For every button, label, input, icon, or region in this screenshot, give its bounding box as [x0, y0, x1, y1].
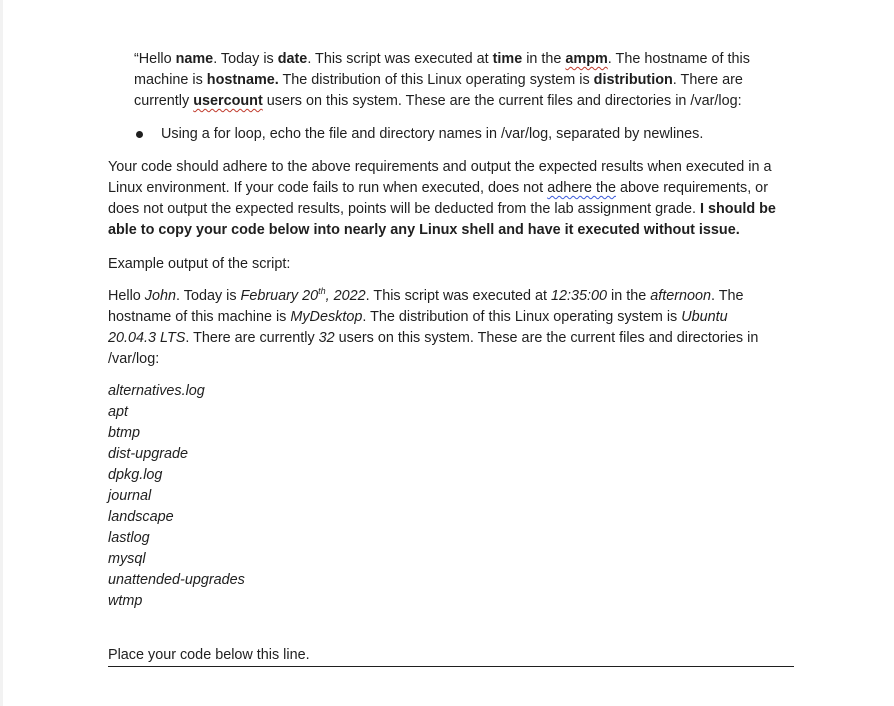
placeholder-usercount: usercount: [193, 93, 263, 109]
example-paragraph: Hello John. Today is February 20th, 2022. This script was executed at 12:35:00 in the afternoon. The hostname of this machine is MyDesktop. The distribution of this Linux operating system is Ubuntu 20.04.3 LTS. There are currently 32 users on this system. These are the current files and directories in /var/log:: [108, 286, 759, 367]
log-entry: apt: [108, 404, 129, 420]
example-distribution: Ubuntu 20.04.3 LTS: [108, 309, 728, 346]
page-left-edge: [0, 0, 3, 706]
log-entry: mysql: [108, 551, 146, 567]
example-label: Example output of the script:: [108, 256, 291, 272]
placeholder-ampm: ampm: [565, 51, 608, 67]
log-entry: journal: [108, 488, 152, 504]
example-hostname: MyDesktop: [290, 309, 363, 325]
example-time: 12:35:00: [550, 288, 607, 304]
log-entry: landscape: [108, 509, 174, 525]
placeholder-name: name: [175, 51, 214, 67]
example-ampm: afternoon: [650, 288, 712, 304]
grammar-flag: adhere the: [547, 180, 616, 196]
placeholder-date: date: [277, 51, 308, 67]
placeholder-distribution: distribution: [593, 72, 673, 88]
log-entry-list: [108, 381, 408, 612]
placeholder-hostname: hostname.: [206, 72, 279, 88]
log-entry: unattended-upgrades: [108, 572, 245, 588]
bullet-text: Using a for loop, echo the file and directory names in /var/log, separated by newlines.: [161, 126, 704, 142]
example-usercount: 32: [318, 330, 335, 346]
log-entry: dpkg.log: [108, 467, 163, 483]
log-entry: dist-upgrade: [108, 446, 188, 462]
placeholder-time: time: [492, 51, 523, 67]
place-code-line[interactable]: Place your code below this line.: [108, 645, 794, 667]
intro-paragraph: “Hello name. Today is date. This script was executed at time in the ampm. The hostname of this machine is hostname. The distribution of this Linux operating system is distribution. There are currently usercount users on this system. These are the current files and directories in /var/log:: [134, 51, 750, 109]
bullet-item: [134, 124, 794, 145]
log-entry: alternatives.log: [108, 383, 205, 399]
log-entry: wtmp: [108, 593, 143, 609]
requirements-bold: I should be able to copy your code below into nearly any Linux shell and have it executed without issue.: [108, 201, 776, 238]
example-date: February 20th, 2022: [240, 286, 366, 304]
requirements-paragraph: Your code should adhere to the above requirements and output the expected results when executed in a Linux environment. If your code fails to run when executed, does not adhere the above requirements, or does not output the expected results, points will be deducted from the lab assignment grade. I should be able to copy your code below into nearly any Linux shell and have it executed without issue.: [108, 159, 776, 238]
log-entry: lastlog: [108, 530, 150, 546]
example-name: John: [144, 288, 177, 304]
log-entry: btmp: [108, 425, 140, 441]
bullet-icon: [136, 131, 143, 138]
